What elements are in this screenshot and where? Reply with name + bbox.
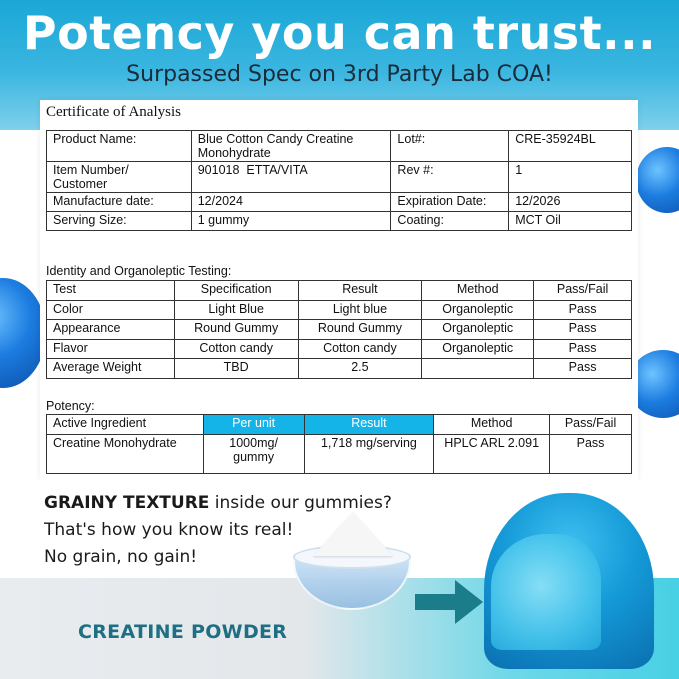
table-cell: Expiration Date: [391,193,509,212]
table-row [47,359,632,379]
table-cell: Pass [534,300,632,320]
table-cell: Pass [534,339,632,359]
table-cell: Blue Cotton Candy Creatine Monohydrate [191,131,391,162]
table-cell: 1 [509,162,632,193]
table-row [47,300,632,320]
table-cell: Pass [534,359,632,379]
table-cell: Pass [534,320,632,340]
arrow-right-icon-head [455,580,483,624]
table-cell: Product Name: [47,131,192,162]
table-cell: 2.5 [298,359,422,379]
arrow-right-icon [415,594,457,610]
table-cell: Pass [550,435,632,474]
table-cell: Item Number/ Customer [47,162,192,193]
table-cell: Average Weight [47,359,175,379]
table-cell: Rev #: [391,162,509,193]
table-cell: 1,718 mg/serving [304,435,434,474]
table-cell: TBD [174,359,298,379]
table-cell: 1000mg/ gummy [203,435,304,474]
table-cell: 12/2024 [191,193,391,212]
table-cell: HPLC ARL 2.091 [434,435,550,474]
table-cell [422,359,534,379]
table-cell: Round Gummy [298,320,422,340]
grainy-line-1-rest: inside our gummies? [209,493,392,513]
table-cell: Flavor [47,339,175,359]
creatine-powder-label: CREATINE POWDER [78,621,288,643]
subheadline: Surpassed Spec on 3rd Party Lab COA! [126,62,553,87]
grainy-emphasis: GRAINY TEXTURE [44,493,210,513]
grainy-line-3: No grain, no gain! [44,547,198,567]
creatine-powder-pile [313,512,393,556]
table-cell: 1 gummy [191,212,391,231]
table-cell: CRE-35924BL [509,131,632,162]
table-row [47,131,632,162]
column-header: Pass/Fail [534,281,632,301]
potency-section-label: Potency: [46,399,95,413]
table-row [47,193,632,212]
table-cell: 12/2026 [509,193,632,212]
identity-table [46,280,632,379]
table-cell: Organoleptic [422,320,534,340]
table-row [47,339,632,359]
table-cell: Appearance [47,320,175,340]
column-header: Test [47,281,175,301]
column-header-highlighted: Per unit [203,415,304,435]
table-cell: Creatine Monohydrate [47,435,204,474]
table-cell: Cotton candy [174,339,298,359]
column-header: Pass/Fail [550,415,632,435]
table-cell: Color [47,300,175,320]
gummy-cross-section [491,534,601,650]
grainy-line-2: That's how you know its real! [44,520,294,540]
table-header-row [47,281,632,301]
column-header: Method [422,281,534,301]
table-row [47,212,632,231]
column-header: Method [434,415,550,435]
column-header: Active Ingredient [47,415,204,435]
table-cell: Manufacture date: [47,193,192,212]
table-cell: Light blue [298,300,422,320]
table-cell: Organoleptic [422,300,534,320]
column-header: Specification [174,281,298,301]
table-cell: Lot#: [391,131,509,162]
table-cell: Serving Size: [47,212,192,231]
table-row [47,162,632,193]
table-cell: Light Blue [174,300,298,320]
identity-section-label: Identity and Organoleptic Testing: [46,264,232,278]
table-cell: Organoleptic [422,339,534,359]
certificate-title: Certificate of Analysis [46,104,181,120]
table-row [47,435,632,474]
column-header: Result [298,281,422,301]
table-cell: MCT Oil [509,212,632,231]
table-cell: 901018 ETTA/VITA [191,162,391,193]
table-header-row [47,415,632,435]
blue-sphere-decoration [636,147,679,213]
table-cell: Cotton candy [298,339,422,359]
table-row [47,320,632,340]
potency-table [46,414,632,474]
certificate-of-analysis [40,100,638,480]
column-header-highlighted: Result [304,415,434,435]
table-cell: Round Gummy [174,320,298,340]
headline: Potency you can trust... [22,6,657,60]
table-cell: Coating: [391,212,509,231]
product-info-table [46,130,632,231]
